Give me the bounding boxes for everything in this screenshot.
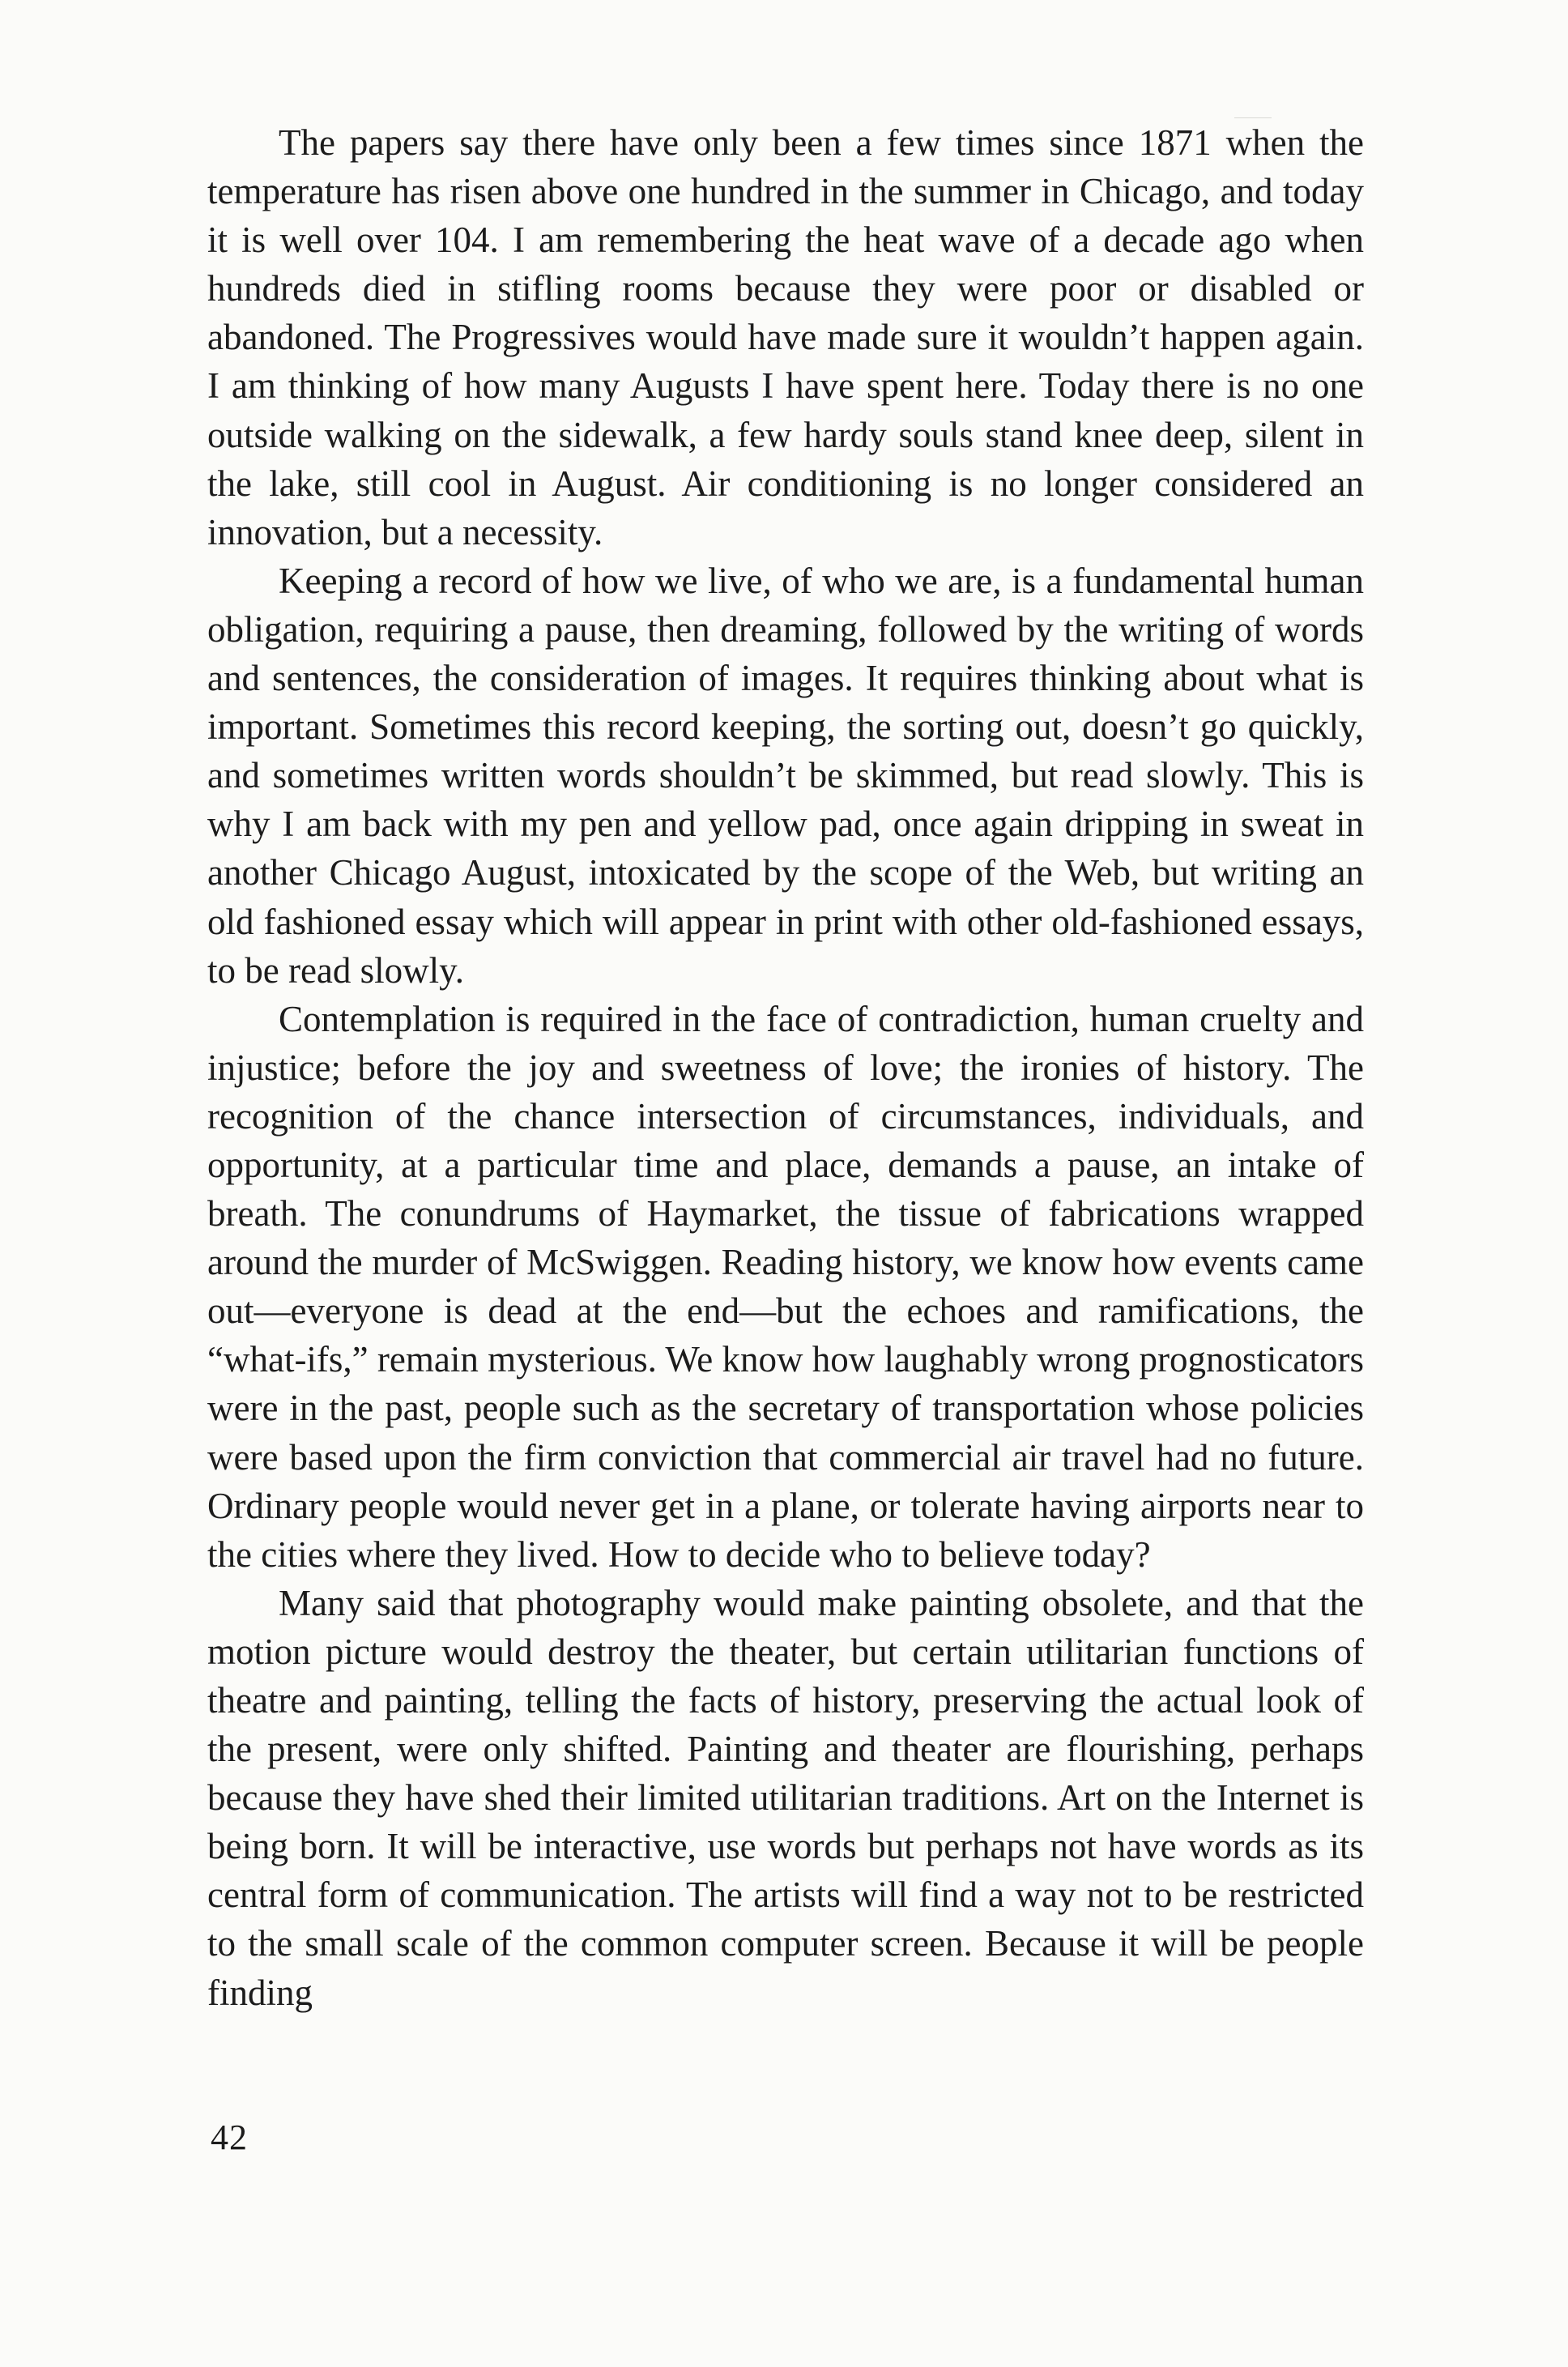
paragraph-1: The papers say there have only been a few times since 1871 when the temperature has risen above one hundred in the summer in Chicago, and today it is well over 104. I am remembering the heat wave of a decade ago when hundreds died in stifling rooms because they were poor or disabled or abandoned. The Progressives would have made sure it wouldn’t happen again. I am thinking of how many Augusts I have spent here. Today there is no one outside walking on the sidewalk, a few hardy souls stand knee deep, silent in the lake, still cool in August. Air conditioning is no longer considered an innovation, but a necessity. (207, 122, 1364, 552)
body-text (207, 118, 1364, 2017)
paragraph-3: Contemplation is required in the face of contradiction, human cruelty and injustice; before the joy and sweetness of love; the ironies of history. The recognition of the chance intersection of circumstances, individuals, and opportunity, at a particular time and place, demands a pause, an intake of breath. The conundrums of Haymarket, the tissue of fabrications wrapped around the murder of McSwiggen. Reading history, we know how events came out—everyone is dead at the end—but the echoes and ramifications, the “what-ifs,” remain mysterious. We know how laughably wrong prognosticators were in the past, people such as the secretary of transportation whose policies were based upon the firm conviction that commercial air travel had no future. Ordinary people would never get in a plane, or tolerate having airports near to the cities where they lived. How to decide who to believe today? (207, 998, 1364, 1575)
page-number: 42 (211, 2118, 248, 2157)
paragraph-2: Keeping a record of how we live, of who we are, is a fundamental human obligation, requiring a pause, then dreaming, followed by the writing of words and sentences, the consideration of images. It requires thinking about what is important. Sometimes this record keeping, the sorting out, doesn’t go quickly, and sometimes written words shouldn’t be skimmed, but read slowly. This is why I am back with my pen and yellow pad, once again dripping in sweat in another Chicago August, intoxicated by the scope of the Web, but writing an old fashioned essay which will appear in print with other old-fashioned essays, to be read slowly. (207, 560, 1364, 991)
paragraph-4: Many said that photography would make painting obsolete, and that the motion picture would destroy the theater, but certain utilitarian functions of theatre and painting, telling the facts of history, preserving the actual look of the present, were only shifted. Painting and theater are flourishing, perhaps because they have shed their limited utilitarian traditions. Art on the Internet is being born. It will be interactive, use words but perhaps not have words as its central form of communication. The artists will find a way not to be restricted to the small scale of the common computer screen. Because it will be people finding (207, 1582, 1364, 2013)
